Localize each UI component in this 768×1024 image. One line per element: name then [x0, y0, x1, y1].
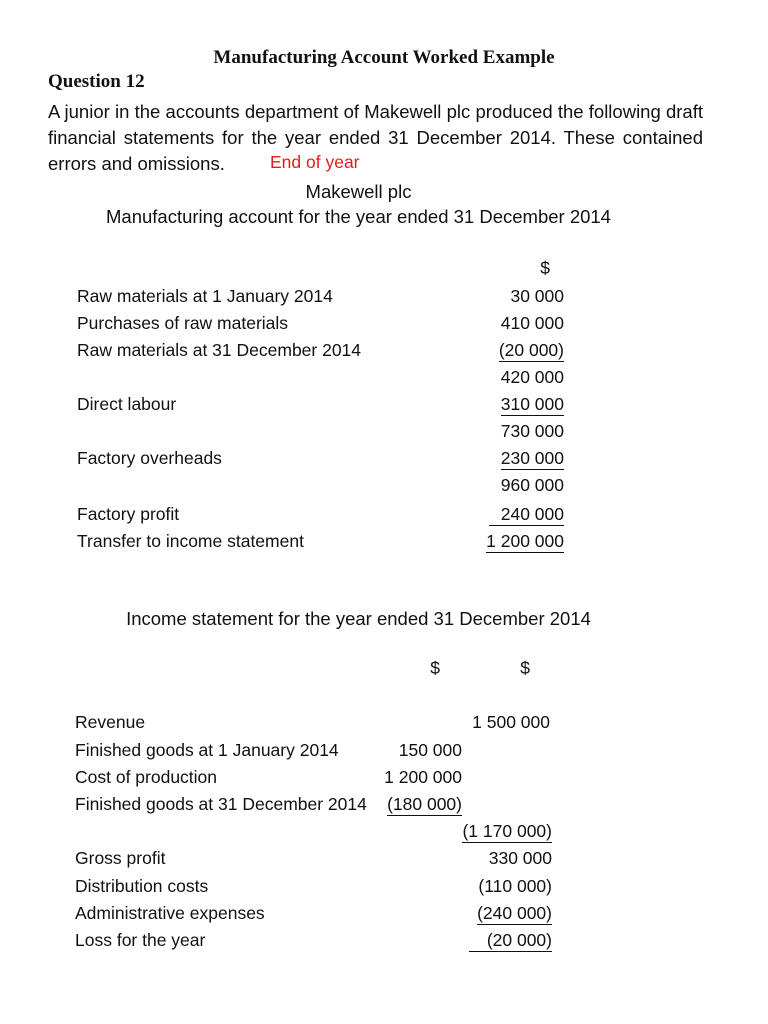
row-subtotal: 420 000 [500, 367, 564, 387]
row-label: Raw materials at 1 January 2014 [77, 286, 333, 306]
row-value: (20 000) [498, 340, 564, 360]
company-name: Makewell plc [305, 181, 412, 202]
table-row [77, 475, 564, 501]
manufacturing-account-heading: Manufacturing account for the year ended 31 December 2014 [106, 206, 611, 227]
table-row [77, 367, 564, 393]
table-row [75, 930, 552, 956]
table-row [75, 903, 552, 929]
row-label: Finished goods at 1 January 2014 [75, 740, 339, 760]
manufacturing-account-table [77, 258, 564, 558]
row-label: Purchases of raw materials [77, 313, 289, 333]
table-row [77, 286, 564, 312]
currency-header-row [77, 258, 564, 284]
row-label: Cost of production [75, 767, 218, 787]
table-row [77, 394, 564, 420]
row-col1-value: (180 000) [387, 794, 462, 814]
row-label: Factory profit [77, 504, 180, 524]
table-row [77, 448, 564, 474]
row-value: 310 000 [500, 394, 564, 414]
row-col2-value: (240 000) [477, 903, 552, 923]
row-label: Transfer to income statement [77, 531, 304, 551]
row-label: Distribution costs [75, 876, 209, 896]
table-row [75, 740, 552, 766]
row-subtotal: 960 000 [500, 475, 564, 495]
end-of-year-annotation: End of year [270, 152, 360, 172]
row-col2-value: (110 000) [478, 876, 552, 896]
row-label: Administrative expenses [75, 903, 265, 923]
currency-header: $ [540, 258, 550, 278]
row-subtotal: 730 000 [500, 421, 564, 441]
question-intro-text: A junior in the accounts department of Makewell plc produced the following draft financial statements for the year ended 31 December 2014. These contained errors and omissions. [48, 101, 703, 174]
table-row [77, 313, 564, 339]
table-row [75, 712, 552, 738]
table-row [75, 767, 552, 793]
row-value: 410 000 [500, 313, 564, 333]
row-col2-value: (20 000) [469, 930, 552, 952]
row-col1-value: 1 200 000 [384, 767, 462, 787]
row-label: Revenue [75, 712, 146, 732]
row-col2-value: 330 000 [488, 848, 552, 868]
row-label: Direct labour [77, 394, 177, 414]
row-label: Raw materials at 31 December 2014 [77, 340, 362, 360]
table-row [75, 821, 552, 847]
row-label: Gross profit [75, 848, 166, 868]
table-row [75, 794, 552, 820]
currency-header-row [75, 658, 552, 684]
row-value: 230 000 [500, 448, 564, 468]
table-row [75, 876, 552, 902]
row-value: 30 000 [510, 286, 564, 306]
table-row [75, 848, 552, 874]
row-label: Loss for the year [75, 930, 206, 950]
col1-currency-header: $ [430, 658, 440, 678]
table-row [77, 421, 564, 447]
row-col2-value: (1 170 000) [462, 821, 552, 841]
row-label: Finished goods at 31 December 2014 [75, 794, 367, 814]
row-value: 1 200 000 [486, 531, 564, 551]
income-statement-table [75, 658, 552, 958]
income-statement-heading: Income statement for the year ended 31 December 2014 [126, 608, 591, 629]
table-row [77, 504, 564, 530]
col2-currency-header: $ [520, 658, 530, 678]
row-col2-value: 1 500 000 [472, 712, 550, 732]
table-row [77, 531, 564, 557]
row-label: Factory overheads [77, 448, 222, 468]
document-title: Manufacturing Account Worked Example [213, 47, 555, 68]
row-value: 240 000 [489, 504, 564, 526]
table-row [77, 340, 564, 366]
question-label: Question 12 [48, 71, 145, 92]
row-col1-value: 150 000 [398, 740, 462, 760]
